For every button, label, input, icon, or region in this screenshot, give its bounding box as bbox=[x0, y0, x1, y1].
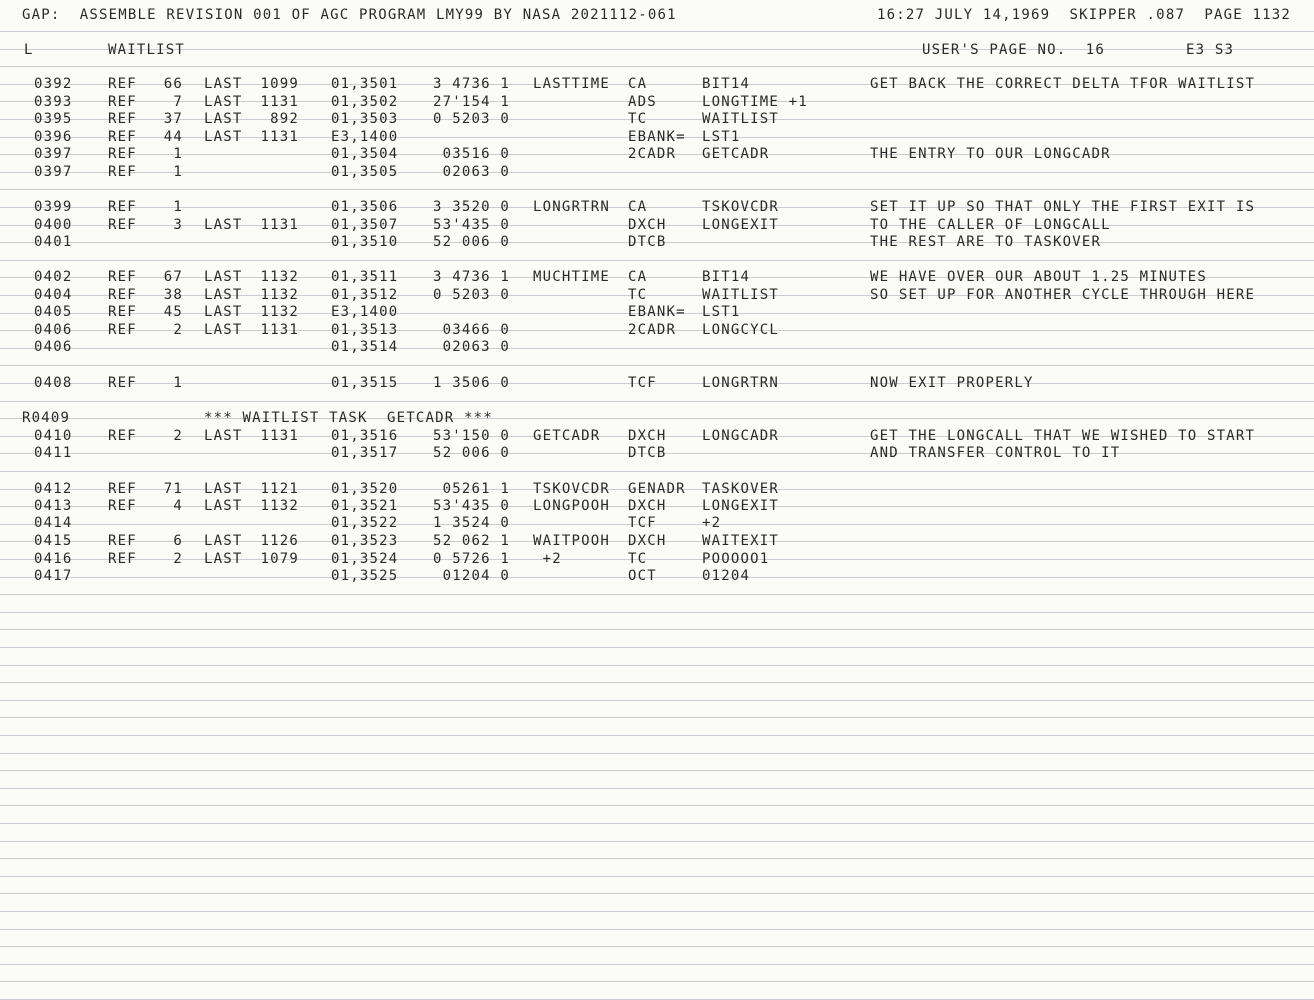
opcode: GENADR bbox=[628, 481, 686, 497]
ref-keyword: REF bbox=[108, 322, 137, 338]
source-label: LONGPOOH bbox=[533, 498, 611, 514]
comment-text: GET BACK THE CORRECT DELTA TFOR WAITLIST bbox=[870, 76, 1256, 92]
memory-location: 01,3523 bbox=[331, 533, 399, 549]
subheader-flag: L bbox=[24, 42, 34, 58]
ref-count: 2 bbox=[173, 428, 183, 444]
ref-keyword: REF bbox=[108, 533, 137, 549]
line-sequence-number: 0417 bbox=[34, 568, 73, 584]
last-keyword: LAST bbox=[204, 129, 243, 145]
ref-keyword: REF bbox=[108, 199, 137, 215]
last-page-number: 1131 bbox=[260, 322, 299, 338]
paper-rule-line bbox=[0, 559, 1314, 560]
line-sequence-number: 0410 bbox=[34, 428, 73, 444]
opcode: EBANK= bbox=[628, 129, 686, 145]
line-sequence-number: 0397 bbox=[34, 146, 73, 162]
memory-location: E3,1400 bbox=[331, 129, 399, 145]
ref-keyword: REF bbox=[108, 111, 137, 127]
line-sequence-number: 0406 bbox=[34, 339, 73, 355]
operand: LONGTIME +1 bbox=[702, 94, 808, 110]
object-code: 27'154 1 bbox=[432, 94, 510, 110]
last-keyword: LAST bbox=[204, 551, 243, 567]
memory-location: 01,3524 bbox=[331, 551, 399, 567]
comment-text: SO SET UP FOR ANOTHER CYCLE THROUGH HERE bbox=[870, 287, 1256, 303]
paper-rule-line bbox=[0, 841, 1314, 842]
subheader-title: WAITLIST bbox=[108, 42, 186, 58]
paper-rule-line bbox=[0, 612, 1314, 613]
paper-rule-line bbox=[0, 260, 1314, 261]
last-keyword: LAST bbox=[204, 287, 243, 303]
last-page-number: 1132 bbox=[260, 304, 299, 320]
ref-keyword: REF bbox=[108, 94, 137, 110]
memory-location: 01,3521 bbox=[331, 498, 399, 514]
line-sequence-number: 0404 bbox=[34, 287, 73, 303]
ref-count: 1 bbox=[173, 164, 183, 180]
paper-rule-line bbox=[0, 49, 1314, 50]
operand: LST1 bbox=[702, 304, 741, 320]
memory-location: 01,3511 bbox=[331, 269, 399, 285]
opcode: TC bbox=[628, 551, 648, 567]
line-sequence-number: 0411 bbox=[34, 445, 73, 461]
opcode: DTCB bbox=[628, 445, 667, 461]
last-page-number: 1132 bbox=[260, 287, 299, 303]
comment-text: GET THE LONGCALL THAT WE WISHED TO START bbox=[870, 428, 1256, 444]
last-keyword: LAST bbox=[204, 481, 243, 497]
paper-rule-line bbox=[0, 700, 1314, 701]
object-code: 0 5726 1 bbox=[432, 551, 510, 567]
ref-count: 4 bbox=[173, 498, 183, 514]
paper-rule-line bbox=[0, 172, 1314, 173]
paper-rule-line bbox=[0, 401, 1314, 402]
operand: TASKOVER bbox=[702, 481, 780, 497]
last-page-number: 1132 bbox=[260, 498, 299, 514]
operand: BIT14 bbox=[702, 76, 751, 92]
object-code: 53'150 0 bbox=[432, 428, 510, 444]
paper-rule-line bbox=[0, 418, 1314, 419]
line-sequence-number: 0408 bbox=[34, 375, 73, 391]
operand: TSKOVCDR bbox=[702, 199, 780, 215]
opcode: TCF bbox=[628, 375, 657, 391]
ref-count: 6 bbox=[173, 533, 183, 549]
object-code: 01204 0 bbox=[442, 568, 510, 584]
ref-keyword: REF bbox=[108, 551, 137, 567]
ref-keyword: REF bbox=[108, 146, 137, 162]
paper-rule-line bbox=[0, 119, 1314, 120]
ref-count: 71 bbox=[163, 481, 183, 497]
memory-location: 01,3506 bbox=[331, 199, 399, 215]
operand: WAITEXIT bbox=[702, 533, 780, 549]
opcode: DXCH bbox=[628, 533, 667, 549]
operand: WAITLIST bbox=[702, 111, 780, 127]
paper-rule-line bbox=[0, 647, 1314, 648]
last-keyword: LAST bbox=[204, 111, 243, 127]
header-right: 16:27 JULY 14,1969 SKIPPER .087 PAGE 1132 bbox=[876, 7, 1291, 23]
last-page-number: 1131 bbox=[260, 428, 299, 444]
memory-location: 01,3512 bbox=[331, 287, 399, 303]
line-sequence-number: 0415 bbox=[34, 533, 73, 549]
comment-text: NOW EXIT PROPERLY bbox=[870, 375, 1034, 391]
paper-rule-line bbox=[0, 893, 1314, 894]
memory-location: 01,3505 bbox=[331, 164, 399, 180]
opcode: TC bbox=[628, 111, 648, 127]
last-page-number: 1132 bbox=[260, 269, 299, 285]
object-code: 0 5203 0 bbox=[432, 111, 510, 127]
comment-text: SET IT UP SO THAT ONLY THE FIRST EXIT IS bbox=[870, 199, 1256, 215]
comment-text: WE HAVE OVER OUR ABOUT 1.25 MINUTES bbox=[870, 269, 1208, 285]
last-page-number: 1131 bbox=[260, 217, 299, 233]
object-code: 02063 0 bbox=[442, 339, 510, 355]
users-page-number: USER'S PAGE NO. 16 bbox=[922, 42, 1105, 58]
last-page-number: 1079 bbox=[260, 551, 299, 567]
source-label: WAITPOOH bbox=[533, 533, 611, 549]
ref-count: 37 bbox=[163, 111, 183, 127]
operand: BIT14 bbox=[702, 269, 751, 285]
paper-rule-line bbox=[0, 964, 1314, 965]
object-code: 53'435 0 bbox=[432, 498, 510, 514]
ref-count: 7 bbox=[173, 94, 183, 110]
last-keyword: LAST bbox=[204, 304, 243, 320]
source-label: MUCHTIME bbox=[533, 269, 611, 285]
paper-rule-line bbox=[0, 471, 1314, 472]
last-keyword: LAST bbox=[204, 498, 243, 514]
operand: POOOOO1 bbox=[702, 551, 770, 567]
paper-rule-line bbox=[0, 911, 1314, 912]
memory-location: 01,3503 bbox=[331, 111, 399, 127]
opcode: 2CADR bbox=[628, 146, 677, 162]
ref-count: 2 bbox=[173, 551, 183, 567]
opcode: TC bbox=[628, 287, 648, 303]
object-code: 53'435 0 bbox=[432, 217, 510, 233]
paper-rule-line bbox=[0, 858, 1314, 859]
memory-location: 01,3517 bbox=[331, 445, 399, 461]
memory-location: 01,3516 bbox=[331, 428, 399, 444]
ref-keyword: REF bbox=[108, 269, 137, 285]
ref-keyword: REF bbox=[108, 129, 137, 145]
ref-count: 45 bbox=[163, 304, 183, 320]
operand: GETCADR bbox=[702, 146, 770, 162]
line-sequence-number: 0416 bbox=[34, 551, 73, 567]
memory-location: E3,1400 bbox=[331, 304, 399, 320]
operand: LONGCADR bbox=[702, 428, 780, 444]
memory-location: 01,3502 bbox=[331, 94, 399, 110]
ref-keyword: REF bbox=[108, 76, 137, 92]
opcode: OCT bbox=[628, 568, 657, 584]
last-page-number: 1131 bbox=[260, 94, 299, 110]
paper-rule-line bbox=[0, 189, 1314, 190]
object-code: 1 3506 0 bbox=[432, 375, 510, 391]
last-keyword: LAST bbox=[204, 94, 243, 110]
last-keyword: LAST bbox=[204, 217, 243, 233]
ref-count: 67 bbox=[163, 269, 183, 285]
ref-count: 44 bbox=[163, 129, 183, 145]
comment-text: THE REST ARE TO TASKOVER bbox=[870, 234, 1102, 250]
operand: LONGRTRN bbox=[702, 375, 780, 391]
comment-text: THE ENTRY TO OUR LONGCADR bbox=[870, 146, 1111, 162]
paper-rule-line bbox=[0, 876, 1314, 877]
paper-rule-line bbox=[0, 770, 1314, 771]
paper-rule-line bbox=[0, 946, 1314, 947]
paper-rule-line bbox=[0, 823, 1314, 824]
last-page-number: 1131 bbox=[260, 129, 299, 145]
last-keyword: LAST bbox=[204, 76, 243, 92]
ref-count: 3 bbox=[173, 217, 183, 233]
line-sequence-number: 0414 bbox=[34, 515, 73, 531]
header-left: GAP: ASSEMBLE REVISION 001 OF AGC PROGRAM LMY99 BY NASA 2021112-061 bbox=[22, 7, 677, 23]
memory-location: 01,3504 bbox=[331, 146, 399, 162]
line-sequence-number: 0401 bbox=[34, 234, 73, 250]
object-code: 3 4736 1 bbox=[432, 269, 510, 285]
paper-rule-line bbox=[0, 735, 1314, 736]
last-page-number: 1126 bbox=[260, 533, 299, 549]
opcode: DXCH bbox=[628, 217, 667, 233]
paper-rule-line bbox=[0, 629, 1314, 630]
last-keyword: LAST bbox=[204, 269, 243, 285]
ref-keyword: REF bbox=[108, 375, 137, 391]
ref-count: 1 bbox=[173, 146, 183, 162]
source-label: +2 bbox=[533, 551, 562, 567]
opcode: DXCH bbox=[628, 428, 667, 444]
ebank-marker: E3 S3 bbox=[1186, 42, 1235, 58]
paper-rule-line bbox=[0, 577, 1314, 578]
paper-rule-line bbox=[0, 981, 1314, 982]
object-code: 03516 0 bbox=[442, 146, 510, 162]
ref-count: 38 bbox=[163, 287, 183, 303]
source-label: LONGRTRN bbox=[533, 199, 611, 215]
paper-rule-line bbox=[0, 524, 1314, 525]
opcode: DTCB bbox=[628, 234, 667, 250]
last-page-number: 892 bbox=[270, 111, 299, 127]
operand: 01204 bbox=[702, 568, 751, 584]
operand: LONGEXIT bbox=[702, 217, 780, 233]
paper-rule-line bbox=[0, 788, 1314, 789]
memory-location: 01,3501 bbox=[331, 76, 399, 92]
line-sequence-number: 0406 bbox=[34, 322, 73, 338]
memory-location: 01,3515 bbox=[331, 375, 399, 391]
paper-rule-line bbox=[0, 101, 1314, 102]
line-sequence-number: 0400 bbox=[34, 217, 73, 233]
line-sequence-number: 0413 bbox=[34, 498, 73, 514]
line-sequence-number: 0393 bbox=[34, 94, 73, 110]
line-sequence-number: 0402 bbox=[34, 269, 73, 285]
opcode: CA bbox=[628, 199, 648, 215]
line-sequence-number: 0392 bbox=[34, 76, 73, 92]
ref-keyword: REF bbox=[108, 287, 137, 303]
operand: WAITLIST bbox=[702, 287, 780, 303]
opcode: ADS bbox=[628, 94, 657, 110]
ref-keyword: REF bbox=[108, 217, 137, 233]
comment-text: AND TRANSFER CONTROL TO IT bbox=[870, 445, 1121, 461]
paper-rule-line bbox=[0, 594, 1314, 595]
last-keyword: LAST bbox=[204, 533, 243, 549]
ref-count: 2 bbox=[173, 322, 183, 338]
object-code: 52 006 0 bbox=[432, 445, 510, 461]
line-sequence-number: 0399 bbox=[34, 199, 73, 215]
opcode: CA bbox=[628, 269, 648, 285]
operand: LONGEXIT bbox=[702, 498, 780, 514]
ref-count: 1 bbox=[173, 375, 183, 391]
opcode: EBANK= bbox=[628, 304, 686, 320]
last-keyword: LAST bbox=[204, 428, 243, 444]
object-code: 02063 0 bbox=[442, 164, 510, 180]
opcode: 2CADR bbox=[628, 322, 677, 338]
line-sequence-number: 0412 bbox=[34, 481, 73, 497]
ref-keyword: REF bbox=[108, 164, 137, 180]
last-page-number: 1099 bbox=[260, 76, 299, 92]
ref-keyword: REF bbox=[108, 428, 137, 444]
paper-rule-line bbox=[0, 365, 1314, 366]
line-sequence-number: 0397 bbox=[34, 164, 73, 180]
line-sequence-number: 0405 bbox=[34, 304, 73, 320]
object-code: 05261 1 bbox=[442, 481, 510, 497]
paper-rule-line bbox=[0, 717, 1314, 718]
object-code: 3 3520 0 bbox=[432, 199, 510, 215]
source-label: GETCADR bbox=[533, 428, 601, 444]
comment-text: TO THE CALLER OF LONGCALL bbox=[870, 217, 1111, 233]
paper-rule-line bbox=[0, 929, 1314, 930]
memory-location: 01,3525 bbox=[331, 568, 399, 584]
operand: LST1 bbox=[702, 129, 741, 145]
paper-rule-line bbox=[0, 348, 1314, 349]
last-keyword: LAST bbox=[204, 322, 243, 338]
paper-rule-line bbox=[0, 805, 1314, 806]
source-label: TSKOVCDR bbox=[533, 481, 611, 497]
task-header-sequence: R0409 bbox=[22, 410, 71, 426]
object-code: 03466 0 bbox=[442, 322, 510, 338]
line-sequence-number: 0396 bbox=[34, 129, 73, 145]
object-code: 52 006 0 bbox=[432, 234, 510, 250]
line-sequence-number: 0395 bbox=[34, 111, 73, 127]
source-label: LASTTIME bbox=[533, 76, 611, 92]
operand: LONGCYCL bbox=[702, 322, 780, 338]
memory-location: 01,3513 bbox=[331, 322, 399, 338]
memory-location: 01,3507 bbox=[331, 217, 399, 233]
last-page-number: 1121 bbox=[260, 481, 299, 497]
task-header-title: *** WAITLIST TASK GETCADR *** bbox=[204, 410, 493, 426]
paper-rule-line bbox=[0, 682, 1314, 683]
opcode: TCF bbox=[628, 515, 657, 531]
opcode: CA bbox=[628, 76, 648, 92]
object-code: 3 4736 1 bbox=[432, 76, 510, 92]
opcode: DXCH bbox=[628, 498, 667, 514]
memory-location: 01,3514 bbox=[331, 339, 399, 355]
memory-location: 01,3510 bbox=[331, 234, 399, 250]
paper-rule-line bbox=[0, 383, 1314, 384]
paper-rule-line bbox=[0, 665, 1314, 666]
paper-rule-line bbox=[0, 31, 1314, 32]
ref-count: 66 bbox=[163, 76, 183, 92]
object-code: 52 062 1 bbox=[432, 533, 510, 549]
memory-location: 01,3520 bbox=[331, 481, 399, 497]
object-code: 0 5203 0 bbox=[432, 287, 510, 303]
ref-keyword: REF bbox=[108, 481, 137, 497]
memory-location: 01,3522 bbox=[331, 515, 399, 531]
ref-count: 1 bbox=[173, 199, 183, 215]
paper-rule-line bbox=[0, 753, 1314, 754]
ref-keyword: REF bbox=[108, 498, 137, 514]
ref-keyword: REF bbox=[108, 304, 137, 320]
paper-rule-line bbox=[0, 66, 1314, 67]
operand: +2 bbox=[702, 515, 722, 531]
object-code: 1 3524 0 bbox=[432, 515, 510, 531]
